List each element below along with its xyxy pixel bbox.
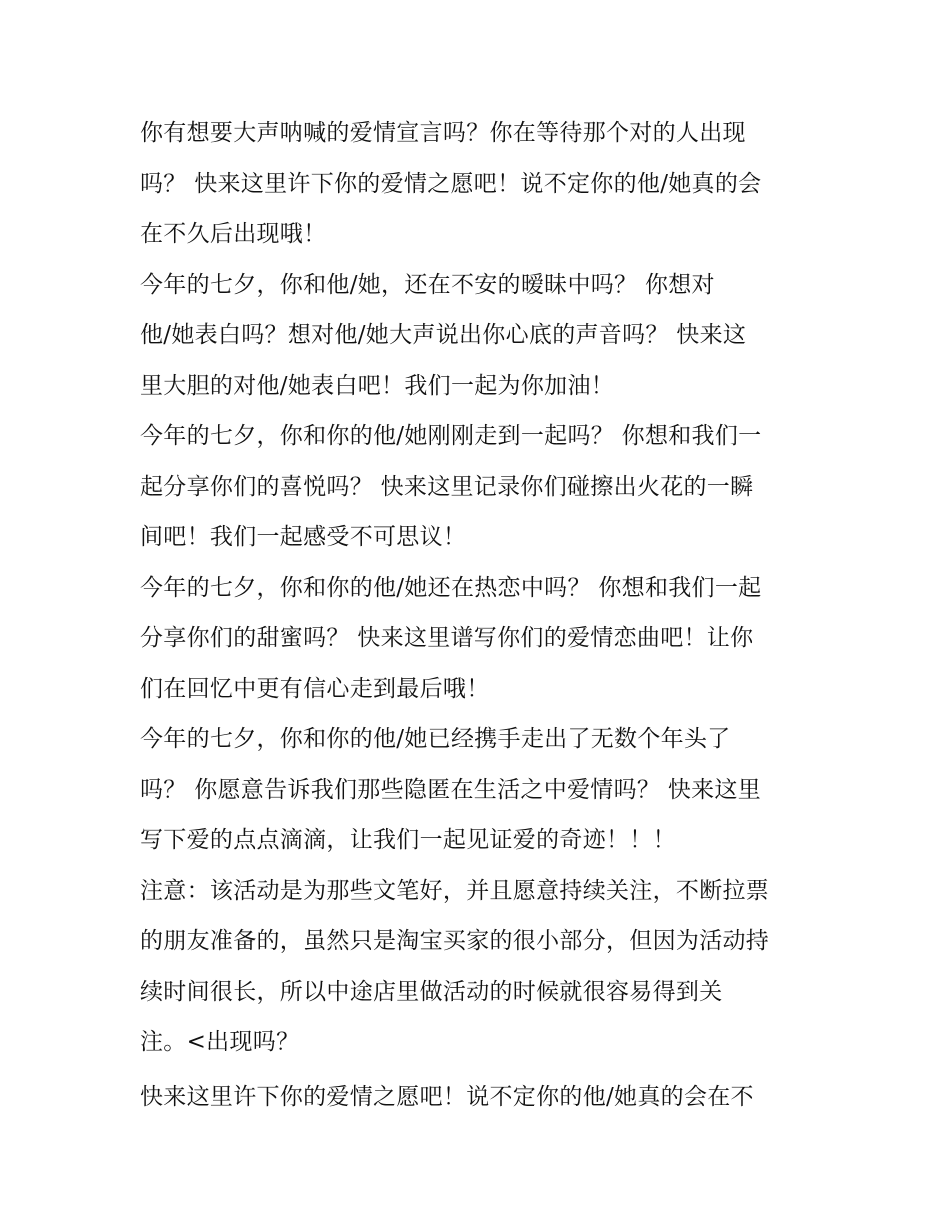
text-line: 的朋友准备的，虽然只是淘宝买家的很小部分，但因为活动持 xyxy=(140,928,770,954)
text-line: 注意：该活动是为那些文笔好，并且愿意持续关注，不断拉票 xyxy=(140,877,770,904)
text-line: 起分享你们的喜悦吗？ 快来这里记录你们碰擦出火花的一瞬 xyxy=(140,473,754,500)
text-line: 写下爱的点点滴滴，让我们一起见证爱的奇迹！！！ xyxy=(140,827,676,853)
text-line: 吗？ 快来这里许下你的爱情之愿吧！说不定你的他/她真的会 xyxy=(140,170,762,197)
text-line: 今年的七夕，你和你的他/她刚刚走到一起吗？ 你想和我们一 xyxy=(140,423,762,449)
text-line: 你有想要大声呐喊的爱情宣言吗？你在等待那个对的人出现 xyxy=(140,120,746,146)
text-line: 他/她表白吗？想对他/她大声说出你心底的声音吗？ 快来这 xyxy=(140,322,747,348)
text-line: 分享你们的甜蜜吗？ 快来这里谱写你们的爱情恋曲吧！让你 xyxy=(140,625,754,651)
text-line: 吗？ 你愿意告诉我们那些隐匿在生活之中爱情吗？ 快来这里 xyxy=(140,776,762,803)
text-line: 今年的七夕，你和你的他/她已经携手走出了无数个年头了 xyxy=(140,726,731,752)
document-body xyxy=(140,108,830,1122)
text-line: 在不久后出现哦！ xyxy=(140,221,327,247)
text-line: 里大胆的对他/她表白吧！我们一起为你加油！ xyxy=(140,372,615,399)
text-line: 们在回忆中更有信心走到最后哦！ xyxy=(140,675,490,702)
text-line: 注。<出现吗？ xyxy=(140,1029,300,1055)
text-line: 今年的七夕，你和你的他/她还在热恋中吗？ 你想和我们一起 xyxy=(140,574,762,601)
text-line: 快来这里许下你的爱情之愿吧！说不定你的他/她真的会在不 xyxy=(140,1083,754,1110)
text-line: 续时间很长，所以中途店里做活动的时候就很容易得到关 xyxy=(140,978,723,1005)
text-line: 间吧！我们一起感受不可思议！ xyxy=(140,524,467,550)
text-line: 今年的七夕，你和他/她，还在不安的暧昧中吗？ 你想对 xyxy=(140,271,715,298)
